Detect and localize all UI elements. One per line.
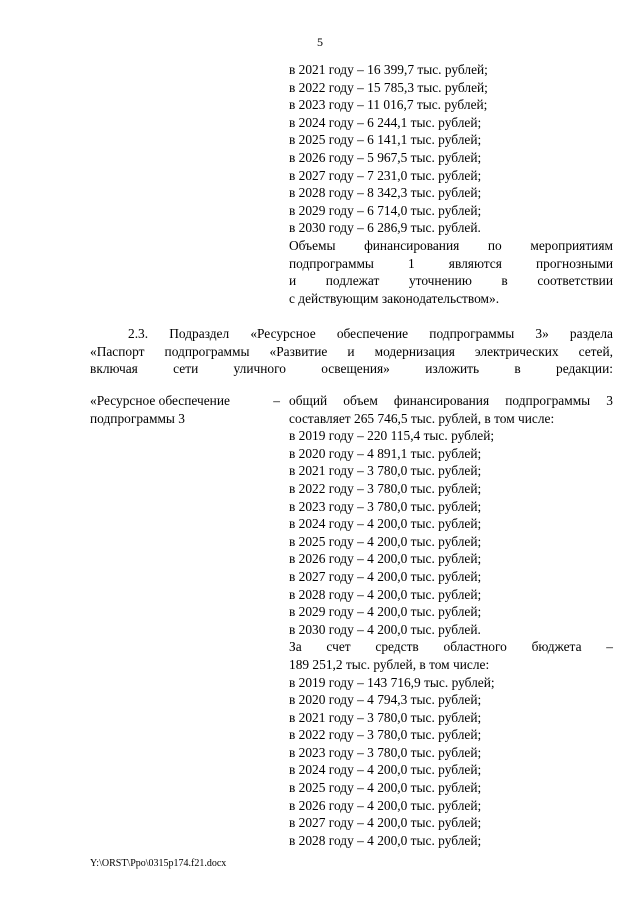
text-line: в 2024 году – 4 200,0 тыс. рублей; bbox=[289, 516, 482, 532]
text-line: 189 251,2 тыс. рублей, в том числе: bbox=[289, 656, 490, 672]
resource-provision-label bbox=[90, 392, 280, 427]
text-line: в 2030 году – 6 286,9 тыс. рублей. bbox=[289, 220, 481, 236]
text-line: в 2023 году – 11 016,7 тыс. рублей; bbox=[289, 97, 488, 113]
resource-label-text bbox=[90, 392, 280, 427]
text-line: в 2026 году – 5 967,5 тыс. рублей; bbox=[289, 149, 482, 165]
text-line: в 2029 году – 4 200,0 тыс. рублей; bbox=[289, 604, 482, 620]
text-line: в 2021 году – 3 780,0 тыс. рублей; bbox=[289, 463, 482, 479]
text-line: в 2020 году – 4 891,1 тыс. рублей; bbox=[289, 445, 482, 461]
text-line: с действующим законодательством». bbox=[289, 290, 500, 306]
text-line: подпрограммы 3 bbox=[90, 410, 185, 426]
text-line: За счет средств областного бюджета – bbox=[289, 639, 613, 655]
text-line: в 2025 году – 4 200,0 тыс. рублей; bbox=[289, 780, 482, 796]
text-line: в 2021 году – 16 399,7 тыс. рублей; bbox=[289, 62, 488, 77]
text-line: в 2030 году – 4 200,0 тыс. рублей. bbox=[289, 621, 481, 637]
total-funding-text bbox=[289, 392, 613, 427]
text-line: в 2022 году – 3 780,0 тыс. рублей; bbox=[289, 727, 482, 743]
text-line: общий объем финансирования подпрограммы 3 bbox=[289, 393, 613, 408]
text-line: составляет 265 746,5 тыс. рублей, в том числе: bbox=[289, 410, 555, 426]
text-line: в 2026 году – 4 200,0 тыс. рублей; bbox=[289, 551, 482, 567]
text-line: в 2026 году – 4 200,0 тыс. рублей; bbox=[289, 797, 482, 813]
text-line: в 2028 году – 8 342,3 тыс. рублей; bbox=[289, 185, 482, 201]
total-funding-year-list bbox=[289, 427, 613, 638]
text-line: «Ресурсное обеспечение bbox=[90, 393, 230, 408]
text-line: в 2028 году – 4 200,0 тыс. рублей; bbox=[289, 586, 482, 602]
text-line: в 2020 году – 4 794,3 тыс. рублей; bbox=[289, 692, 482, 708]
regional-budget-year-list bbox=[289, 674, 613, 850]
text-line: в 2027 году – 4 200,0 тыс. рублей; bbox=[289, 815, 482, 831]
text-line: в 2021 году – 3 780,0 тыс. рублей; bbox=[289, 709, 482, 725]
text-line: в 2027 году – 7 231,0 тыс. рублей; bbox=[289, 167, 482, 183]
text-line: в 2025 году – 6 141,1 тыс. рублей; bbox=[289, 132, 482, 148]
text-line: в 2022 году – 3 780,0 тыс. рублей; bbox=[289, 480, 482, 496]
funding-note bbox=[289, 237, 613, 307]
regional-budget-text bbox=[289, 638, 613, 673]
text-line: подпрограммы 1 являются прогнозными bbox=[289, 255, 613, 271]
text-line: «Паспорт подпрограммы «Развитие и модернизация электрических сетей, bbox=[90, 343, 613, 359]
text-line: в 2029 году – 6 714,0 тыс. рублей; bbox=[289, 202, 482, 218]
text-line: и подлежат уточнению в соответствии bbox=[289, 273, 613, 289]
resource-dash: – bbox=[273, 393, 280, 408]
text-line: в 2024 году – 4 200,0 тыс. рублей; bbox=[289, 762, 482, 778]
text-line: в 2023 году – 3 780,0 тыс. рублей; bbox=[289, 498, 482, 514]
resource-provision-values bbox=[289, 392, 613, 849]
text-line: в 2024 году – 6 244,1 тыс. рублей; bbox=[289, 114, 482, 130]
text-line: Объемы финансирования по мероприятиям bbox=[289, 237, 613, 253]
text-line: 2.3. Подраздел «Ресурсное обеспечение подпрограммы 3» раздела bbox=[128, 326, 613, 341]
text-line: включая сети уличного освещения» изложить в редакции: bbox=[90, 361, 613, 377]
text-line: в 2027 году – 4 200,0 тыс. рублей; bbox=[289, 568, 482, 584]
text-line: в 2025 году – 4 200,0 тыс. рублей; bbox=[289, 533, 482, 549]
text-line: в 2023 году – 3 780,0 тыс. рублей; bbox=[289, 744, 482, 760]
text-line: в 2022 году – 15 785,3 тыс. рублей; bbox=[289, 79, 488, 95]
section-2-3-paragraph bbox=[90, 325, 613, 378]
text-line: в 2019 году – 220 115,4 тыс. рублей; bbox=[289, 428, 495, 444]
funding-year-list bbox=[289, 61, 613, 237]
subprogram-1-funding bbox=[289, 61, 613, 307]
page-number: 5 bbox=[317, 35, 323, 49]
text-line: в 2019 году – 143 716,9 тыс. рублей; bbox=[289, 674, 495, 690]
text-line: в 2028 году – 4 200,0 тыс. рублей; bbox=[289, 832, 482, 848]
footer-file-path: Y:\ORST\Ppo\0315p174.f21.docx bbox=[90, 858, 227, 869]
